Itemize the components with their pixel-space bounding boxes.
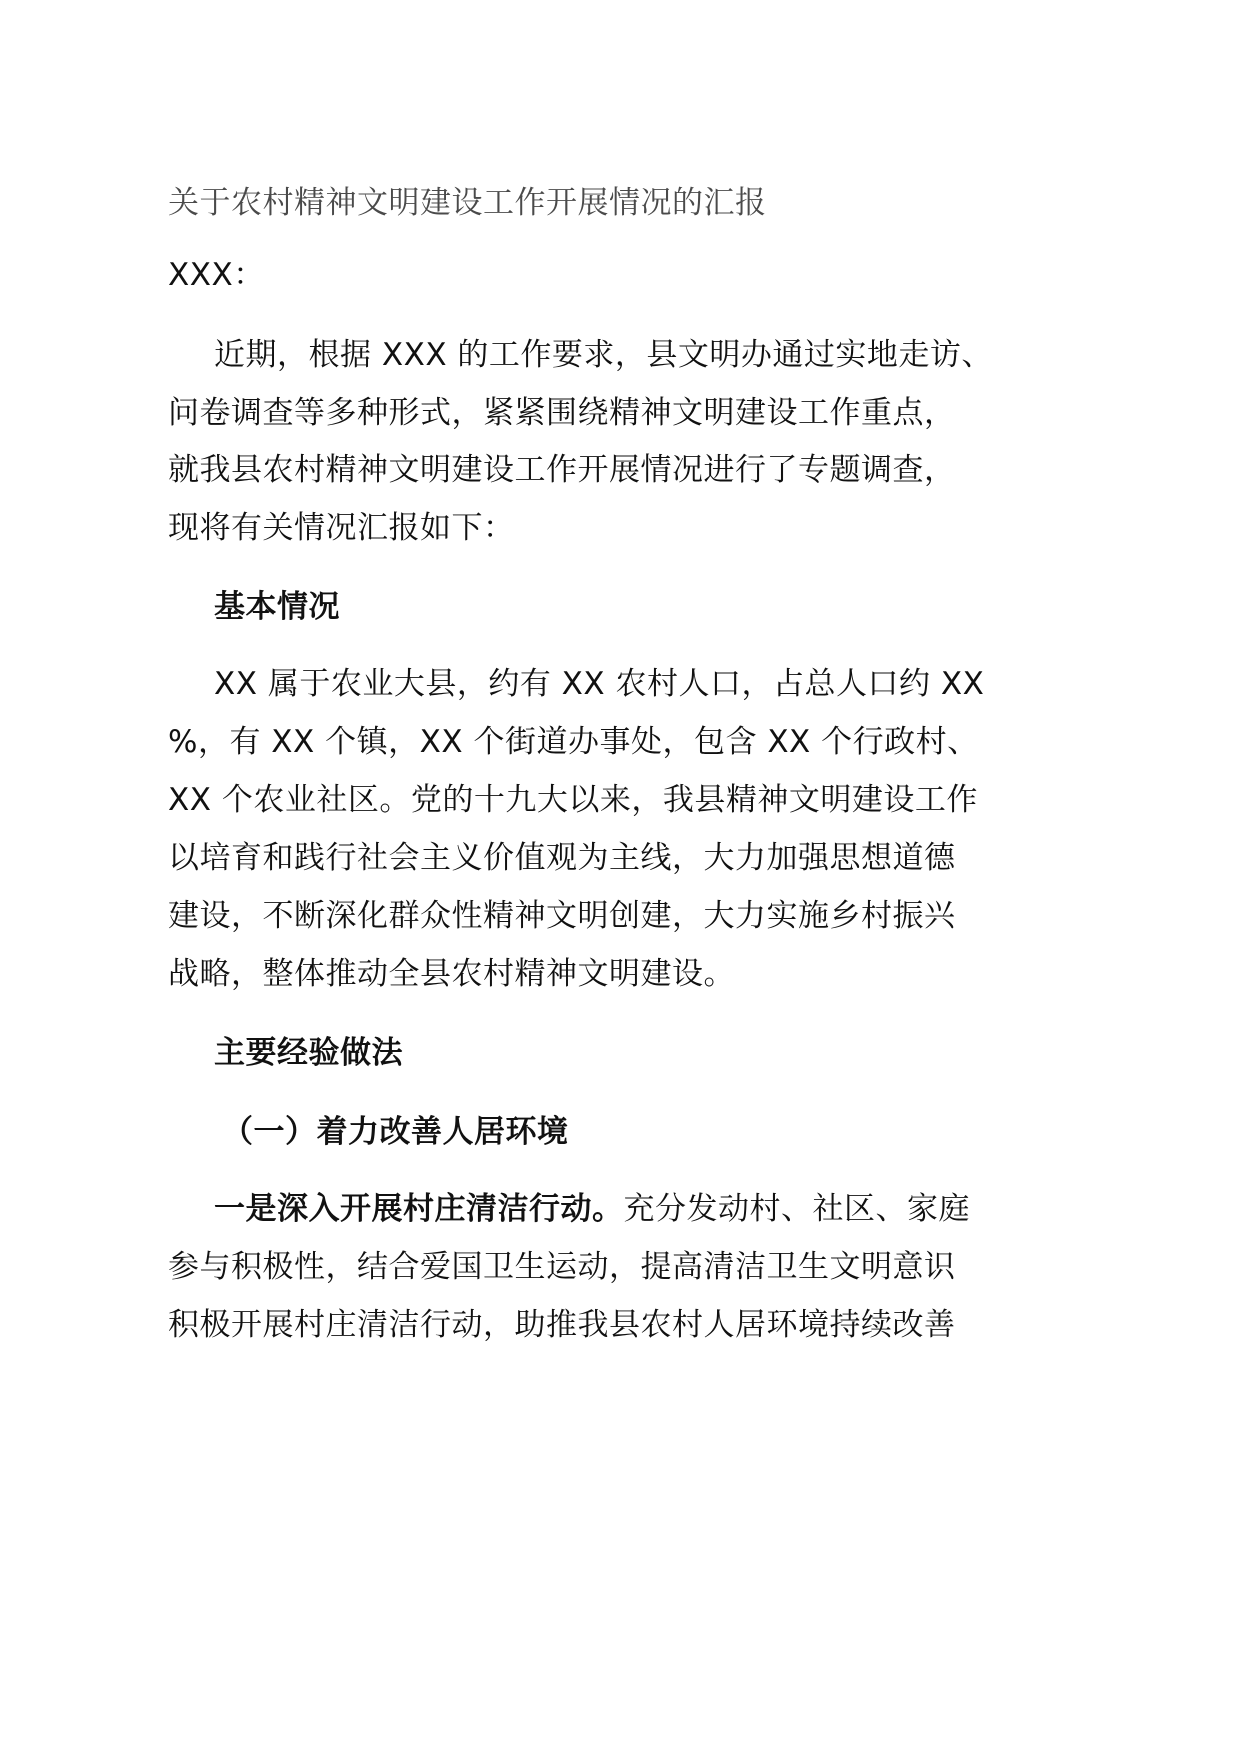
document-title: 关于农村精神文明建设工作开展情况的汇报 [168, 185, 767, 221]
section1-line: XX 属于农业大县，约有 XX 农村人口，占总人口约 XX [214, 666, 985, 702]
intro-line: 就我县农村精神文明建设工作开展情况进行了专题调查， [168, 452, 956, 488]
intro-line: 现将有关情况汇报如下： [168, 510, 515, 546]
section1-line: XX 个农业社区。党的十九大以来，我县精神文明建设工作 [168, 782, 978, 818]
section1-line: 战略，整体推动全县农村精神文明建设。 [168, 956, 735, 992]
intro-line: 近期，根据 XXX 的工作要求，县文明办通过实地走访、 [214, 337, 993, 373]
section1-line: 建设，不断深化群众性精神文明创建，大力实施乡村振兴 [168, 898, 956, 934]
section1-line: %，有 XX 个镇，XX 个街道办事处，包含 XX 个行政村、 [168, 724, 979, 760]
item1-bold-lead: 一是深入开展村庄清洁行动。 [214, 1191, 624, 1227]
section1-line: 以培育和践行社会主义价值观为主线，大力加强思想道德 [168, 840, 956, 876]
item1-line: 参与积极性，结合爱国卫生运动，提高清洁卫生文明意识 [168, 1249, 956, 1285]
item1-line: 积极开展村庄清洁行动，助推我县农村人居环境持续改善 [168, 1307, 956, 1343]
intro-line: 问卷调查等多种形式，紧紧围绕精神文明建设工作重点， [168, 395, 956, 431]
item1-line [214, 1189, 970, 1229]
section-heading-main-experience: 主要经验做法 [214, 1035, 403, 1071]
item1-text: 充分发动村、社区、家庭 [623, 1191, 970, 1227]
section-heading-basic-situation: 基本情况 [214, 589, 340, 625]
salutation: XXX： [168, 257, 265, 293]
subsection-heading: （一）着力改善人居环境 [222, 1114, 569, 1150]
